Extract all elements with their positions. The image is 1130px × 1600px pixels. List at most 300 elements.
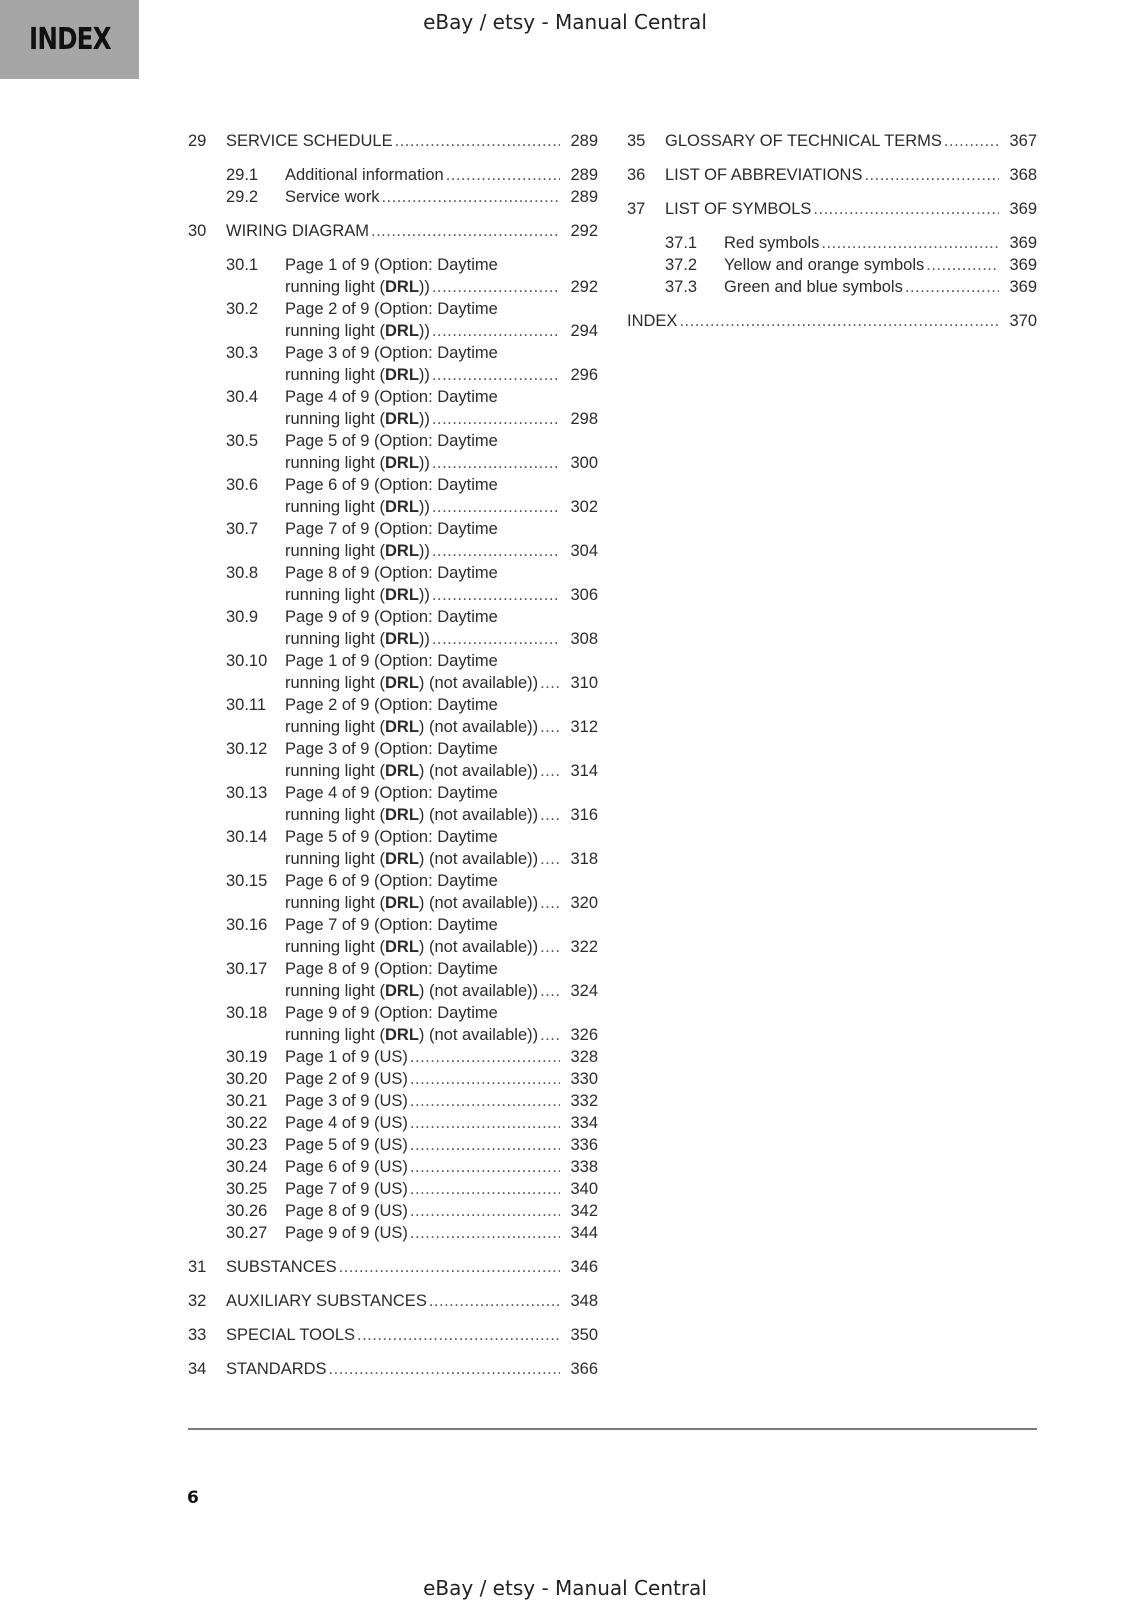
toc-title-abbrev: DRL (384, 718, 419, 736)
toc-entry-row (188, 1222, 598, 1244)
leader-dots (864, 164, 999, 186)
toc-title-text (285, 320, 430, 342)
toc-title-part: )) (418, 630, 430, 648)
toc-entry-row (188, 738, 598, 782)
leader-dots (410, 1112, 560, 1134)
toc-entry-title (285, 386, 598, 430)
toc-subentry[interactable] (188, 518, 598, 562)
toc-column-left (188, 130, 598, 1392)
toc-title-line (285, 870, 598, 892)
toc-title-text: GLOSSARY OF TECHNICAL TERMS (665, 132, 942, 150)
toc-title-text: Additional information (285, 166, 444, 184)
leader-dots (540, 936, 560, 958)
toc-title-text (285, 452, 430, 474)
toc-entry-title (285, 738, 598, 782)
toc-title-text (285, 408, 430, 430)
toc-title-part: ) (not available)) (418, 762, 539, 780)
toc-subentry[interactable] (188, 782, 598, 826)
toc-page-number: 324 (570, 982, 598, 1000)
toc-title-text: Service work (285, 188, 380, 206)
toc-title-line (285, 1024, 598, 1046)
toc-entry-row (188, 1324, 598, 1346)
toc-title-abbrev: DRL (384, 586, 419, 604)
toc-subentry[interactable] (188, 1222, 598, 1244)
toc-entry-row (188, 220, 598, 242)
toc-title-text: Page 5 of 9 (Option: Daytime (285, 432, 498, 450)
toc-title-part: running light ( (285, 542, 385, 560)
toc-page-number: 340 (570, 1180, 598, 1198)
toc-entry-row (188, 826, 598, 870)
toc-title-text: Page 1 of 9 (US) (285, 1048, 408, 1066)
toc-entry-title (285, 870, 598, 914)
toc-title-line (285, 342, 598, 364)
toc-entry-row (188, 1290, 598, 1312)
toc-title-part: running light ( (285, 718, 385, 736)
toc-entry-title (285, 254, 598, 298)
toc-title-part: )) (418, 454, 430, 472)
toc-title-line (285, 672, 598, 694)
toc-entry-row (188, 1134, 598, 1156)
leader-dots (395, 130, 560, 152)
toc-title-line (724, 254, 1037, 276)
leader-dots (410, 1222, 560, 1244)
section-tab-label: INDEX (28, 22, 111, 57)
toc-entry-row (188, 1358, 598, 1380)
toc-entry-title (285, 1002, 598, 1046)
leader-dots (540, 892, 560, 914)
leader-dots (679, 310, 999, 332)
toc-title-line (665, 164, 1037, 186)
toc-entry-number: 30.17 (226, 960, 268, 978)
toc-page-number: 316 (570, 806, 598, 824)
toc-title-abbrev: DRL (384, 630, 419, 648)
toc-entry-number: 37.2 (665, 256, 698, 274)
toc-entry-row (627, 254, 1037, 276)
toc-title-part: )) (418, 410, 430, 428)
leader-dots (905, 276, 999, 298)
toc-title-line (285, 914, 598, 936)
toc-subentry[interactable] (188, 914, 598, 958)
toc-page-number: 300 (570, 454, 598, 472)
toc-title-abbrev: DRL (384, 894, 419, 912)
leader-dots (432, 628, 560, 650)
toc-entry-number: 30.12 (226, 740, 268, 758)
toc-title-line (724, 232, 1037, 254)
toc-subentry[interactable] (188, 1090, 598, 1112)
toc-title-part: running light ( (285, 894, 385, 912)
toc-title-abbrev: DRL (384, 322, 419, 340)
leader-dots (821, 232, 999, 254)
toc-entry-number: 37.1 (665, 234, 698, 252)
toc-title-text: Page 6 of 9 (Option: Daytime (285, 476, 498, 494)
toc-subentry[interactable] (188, 826, 598, 870)
toc-entry-row (188, 1256, 598, 1278)
leader-dots (432, 584, 560, 606)
toc-title-text: Green and blue symbols (724, 278, 903, 296)
toc-title-line (285, 298, 598, 320)
toc-entry-row (188, 130, 598, 152)
toc-title-text: Page 8 of 9 (Option: Daytime (285, 960, 498, 978)
toc-subentry[interactable] (188, 342, 598, 386)
leader-dots (339, 1256, 560, 1278)
leader-dots (432, 496, 560, 518)
leader-dots (432, 276, 560, 298)
toc-entry[interactable] (627, 198, 1037, 220)
toc-title-line (285, 958, 598, 980)
toc-title-line (285, 364, 598, 386)
toc-title-part: running light ( (285, 498, 385, 516)
toc-title-part: ) (not available)) (418, 894, 539, 912)
toc-page-number: 338 (570, 1158, 598, 1176)
toc-title-part: running light ( (285, 586, 385, 604)
toc-entry-title (285, 826, 598, 870)
toc-title-line (285, 1112, 598, 1134)
toc-page-number: 342 (570, 1202, 598, 1220)
toc-title-line (285, 276, 598, 298)
toc-title-line (285, 1090, 598, 1112)
toc-entry-number: 36 (627, 166, 646, 184)
toc-title-line (285, 1222, 598, 1244)
toc-entry-number: 30.15 (226, 872, 268, 890)
toc-entry-number: 37.3 (665, 278, 698, 296)
toc-entry-title (226, 1290, 598, 1312)
toc-title-line (285, 826, 598, 848)
toc-title-line (665, 198, 1037, 220)
toc-title-part: )) (418, 322, 430, 340)
toc-entry-title (285, 958, 598, 1002)
toc-entry-title (285, 782, 598, 826)
toc-title-part: running light ( (285, 1026, 385, 1044)
toc-entry-row (188, 870, 598, 914)
toc-title-line (627, 310, 1037, 332)
toc-title-text: Page 5 of 9 (US) (285, 1136, 408, 1154)
toc-page-number: 310 (570, 674, 598, 692)
toc-page-number: 318 (570, 850, 598, 868)
toc-entry-number: 30.4 (226, 388, 259, 406)
toc-entry-title (285, 1112, 598, 1134)
toc-page-number: 367 (1009, 132, 1037, 150)
toc-entry[interactable] (188, 1358, 598, 1380)
toc-entry-number: 30.8 (226, 564, 259, 582)
toc-entry-number: 30.25 (226, 1180, 268, 1198)
toc-entry[interactable] (188, 1290, 598, 1312)
toc-subentry[interactable] (188, 1068, 598, 1090)
toc-entry-number: 30.14 (226, 828, 268, 846)
toc-title-abbrev: DRL (384, 1026, 419, 1044)
toc-title-abbrev: DRL (384, 410, 419, 428)
toc-subentry[interactable] (188, 254, 598, 298)
toc-title-abbrev: DRL (384, 498, 419, 516)
toc-title-text: Page 4 of 9 (US) (285, 1114, 408, 1132)
toc-subentry[interactable] (188, 1178, 598, 1200)
toc-title-line (285, 584, 598, 606)
toc-entry-number: 30.11 (226, 696, 267, 714)
toc-subentry[interactable] (188, 1200, 598, 1222)
leader-dots (432, 364, 560, 386)
toc-title-text: Page 3 of 9 (Option: Daytime (285, 344, 498, 362)
toc-page-number: 322 (570, 938, 598, 956)
toc-entry-title (665, 164, 1037, 186)
toc-subentry[interactable] (188, 1046, 598, 1068)
toc-entry-number: 30.21 (226, 1092, 268, 1110)
toc-title-line (285, 980, 598, 1002)
toc-subentry[interactable] (188, 650, 598, 694)
toc-title-line (665, 130, 1037, 152)
toc-page-number: 366 (570, 1360, 598, 1378)
toc-title-text (285, 628, 430, 650)
toc-subentry[interactable] (627, 276, 1037, 298)
toc-page-number: 292 (570, 222, 598, 240)
toc-entry-number: 30.9 (226, 608, 259, 626)
toc-subentry[interactable] (188, 386, 598, 430)
toc-title-part: running light ( (285, 410, 385, 428)
toc-subentry[interactable] (188, 430, 598, 474)
toc-title-line (285, 254, 598, 276)
toc-entry-number: 30.10 (226, 652, 268, 670)
toc-subentry[interactable] (188, 298, 598, 342)
toc-entry-number: 30.6 (226, 476, 259, 494)
leader-dots (432, 408, 560, 430)
toc-entry[interactable] (188, 220, 598, 242)
leader-dots (410, 1090, 560, 1112)
toc-title-line (285, 1002, 598, 1024)
toc-entry-row (627, 310, 1037, 332)
toc-title-line (285, 650, 598, 672)
toc-entry-number: 30.3 (226, 344, 259, 362)
toc-entry-title (285, 186, 598, 208)
toc-title-text: Page 1 of 9 (Option: Daytime (285, 256, 498, 274)
toc-entry-title (285, 1068, 598, 1090)
toc-title-part: running light ( (285, 278, 385, 296)
toc-entry-number: 30.1 (226, 256, 259, 274)
toc-entry[interactable] (627, 164, 1037, 186)
toc-subentry[interactable] (188, 1156, 598, 1178)
toc-title-text: LIST OF ABBREVIATIONS (665, 166, 863, 184)
toc-entry-row (188, 386, 598, 430)
toc-page-number: 348 (570, 1292, 598, 1310)
toc-entry-row (188, 562, 598, 606)
leader-dots (432, 452, 560, 474)
toc-title-line (285, 496, 598, 518)
toc-entry-row (627, 164, 1037, 186)
toc-subentry[interactable] (188, 164, 598, 186)
toc-entry-number: 29 (188, 132, 207, 150)
toc-title-text (285, 276, 430, 298)
toc-entry-row (188, 1068, 598, 1090)
leader-dots (540, 1024, 560, 1046)
toc-title-part: ) (not available)) (418, 674, 539, 692)
leader-dots (540, 848, 560, 870)
toc-title-part: ) (not available)) (418, 850, 539, 868)
toc-page-number: 369 (1009, 234, 1037, 252)
toc-title-line (285, 1046, 598, 1068)
toc-subentry[interactable] (627, 232, 1037, 254)
toc-page-number: 369 (1009, 278, 1037, 296)
toc-title-part: )) (418, 278, 430, 296)
toc-entry-row (188, 606, 598, 650)
toc-entry-number: 30.5 (226, 432, 259, 450)
toc-title-line (285, 738, 598, 760)
toc-title-text: SPECIAL TOOLS (226, 1326, 356, 1344)
toc-title-line (285, 164, 598, 186)
toc-title-text (285, 364, 430, 386)
leader-dots (410, 1134, 560, 1156)
toc-title-text (285, 980, 538, 1002)
toc-entry-row (188, 1200, 598, 1222)
toc-title-abbrev: DRL (384, 806, 419, 824)
toc-title-part: running light ( (285, 366, 385, 384)
toc-title-text: STANDARDS (226, 1360, 327, 1378)
toc-page-number: 326 (570, 1026, 598, 1044)
toc-title-text: Page 4 of 9 (Option: Daytime (285, 388, 498, 406)
toc-entry[interactable] (627, 130, 1037, 152)
toc-entry[interactable] (188, 1324, 598, 1346)
toc-subentry[interactable] (188, 606, 598, 650)
toc-subentry[interactable] (188, 474, 598, 518)
toc-title-text (285, 584, 430, 606)
toc-entry-number: 29.2 (226, 188, 259, 206)
toc-entry-title (285, 430, 598, 474)
toc-title-part: )) (418, 542, 430, 560)
toc-entry[interactable] (188, 130, 598, 152)
toc-title-line (285, 892, 598, 914)
toc-title-line (285, 540, 598, 562)
toc-subentry[interactable] (188, 562, 598, 606)
toc-entry-title (665, 198, 1037, 220)
toc-title-line (285, 430, 598, 452)
toc-page-number: 298 (570, 410, 598, 428)
toc-title-part: running light ( (285, 850, 385, 868)
toc-title-part: running light ( (285, 982, 385, 1000)
toc-title-text: Page 7 of 9 (Option: Daytime (285, 916, 498, 934)
toc-title-text: Page 8 of 9 (US) (285, 1202, 408, 1220)
toc-entry-row (188, 474, 598, 518)
toc-title-line (226, 1256, 598, 1278)
leader-dots (410, 1178, 560, 1200)
toc-entry-number: 34 (188, 1360, 207, 1378)
toc-entry-title (285, 606, 598, 650)
toc-subentry[interactable] (188, 1002, 598, 1046)
toc-entry-title (285, 1090, 598, 1112)
toc-title-line (285, 848, 598, 870)
toc-entry-number: 30.7 (226, 520, 259, 538)
toc-entry-title (285, 342, 598, 386)
toc-subentry[interactable] (188, 694, 598, 738)
toc-subentry[interactable] (188, 958, 598, 1002)
toc-page-number: 320 (570, 894, 598, 912)
toc-entry-row (627, 198, 1037, 220)
toc-title-line (285, 782, 598, 804)
toc-entry[interactable] (188, 1256, 598, 1278)
toc-entry-title (285, 650, 598, 694)
toc-title-text: Page 3 of 9 (US) (285, 1092, 408, 1110)
toc-entry-row (188, 694, 598, 738)
toc-entry-title (285, 1134, 598, 1156)
toc-title-text: LIST OF SYMBOLS (665, 200, 812, 218)
toc-page-number: 334 (570, 1114, 598, 1132)
toc-subentry[interactable] (188, 738, 598, 782)
toc-entry-number: 30.23 (226, 1136, 268, 1154)
toc-entry-row (188, 186, 598, 208)
toc-entry-number: 30.2 (226, 300, 259, 318)
toc-entry-title (285, 1222, 598, 1244)
header-watermark: eBay / etsy - Manual Central (423, 10, 707, 34)
toc-subentry[interactable] (188, 1112, 598, 1134)
toc-page-number: 332 (570, 1092, 598, 1110)
toc-page-number: 308 (570, 630, 598, 648)
toc-entry-row (188, 1178, 598, 1200)
toc-subentry[interactable] (188, 1134, 598, 1156)
toc-title-line (285, 1068, 598, 1090)
leader-dots (432, 320, 560, 342)
toc-title-line (285, 628, 598, 650)
toc-title-line (226, 130, 598, 152)
toc-title-text: Page 1 of 9 (Option: Daytime (285, 652, 498, 670)
toc-title-text: Red symbols (724, 234, 820, 252)
toc-subentry[interactable] (627, 254, 1037, 276)
toc-entry-number: 30.16 (226, 916, 268, 934)
toc-title-line (285, 760, 598, 782)
toc-title-line (226, 1290, 598, 1312)
toc-entry-number: 30.24 (226, 1158, 268, 1176)
toc-entry-row (627, 276, 1037, 298)
toc-page-number: 336 (570, 1136, 598, 1154)
page-number: 6 (187, 1488, 199, 1508)
toc-entry-row (188, 430, 598, 474)
toc-title-line (285, 606, 598, 628)
toc-title-part: ) (not available)) (418, 938, 539, 956)
toc-title-text: Page 9 of 9 (US) (285, 1224, 408, 1242)
toc-entry-title (226, 220, 598, 242)
toc-entry[interactable] (627, 310, 1037, 332)
toc-entry-row (188, 298, 598, 342)
toc-subentry[interactable] (188, 186, 598, 208)
toc-title-line (724, 276, 1037, 298)
leader-dots (540, 672, 560, 694)
toc-title-line (226, 1324, 598, 1346)
toc-entry-number: 30.22 (226, 1114, 268, 1132)
toc-entry-row (188, 1156, 598, 1178)
toc-title-part: running light ( (285, 806, 385, 824)
toc-title-text (285, 540, 430, 562)
leader-dots (381, 186, 560, 208)
leader-dots (813, 198, 999, 220)
footer-watermark: eBay / etsy - Manual Central (423, 1576, 707, 1600)
toc-entry-number: 30.26 (226, 1202, 268, 1220)
toc-title-line (285, 1134, 598, 1156)
toc-subentry[interactable] (188, 870, 598, 914)
toc-entry-number: 37 (627, 200, 646, 218)
toc-entry-row (188, 650, 598, 694)
leader-dots (371, 220, 560, 242)
toc-page-number: 346 (570, 1258, 598, 1276)
toc-title-text: Page 3 of 9 (Option: Daytime (285, 740, 498, 758)
leader-dots (410, 1156, 560, 1178)
toc-entry-title (285, 562, 598, 606)
toc-entry-number: 29.1 (226, 166, 259, 184)
toc-title-text: Page 2 of 9 (Option: Daytime (285, 696, 498, 714)
toc-title-abbrev: DRL (384, 674, 419, 692)
toc-entry-title (285, 914, 598, 958)
toc-title-text (285, 760, 538, 782)
toc-title-line (285, 518, 598, 540)
toc-title-abbrev: DRL (384, 762, 419, 780)
toc-title-line (285, 562, 598, 584)
toc-entry-title (285, 518, 598, 562)
toc-entry-number: 30.27 (226, 1224, 268, 1242)
toc-title-text (285, 848, 538, 870)
toc-title-text: Page 9 of 9 (Option: Daytime (285, 608, 498, 626)
